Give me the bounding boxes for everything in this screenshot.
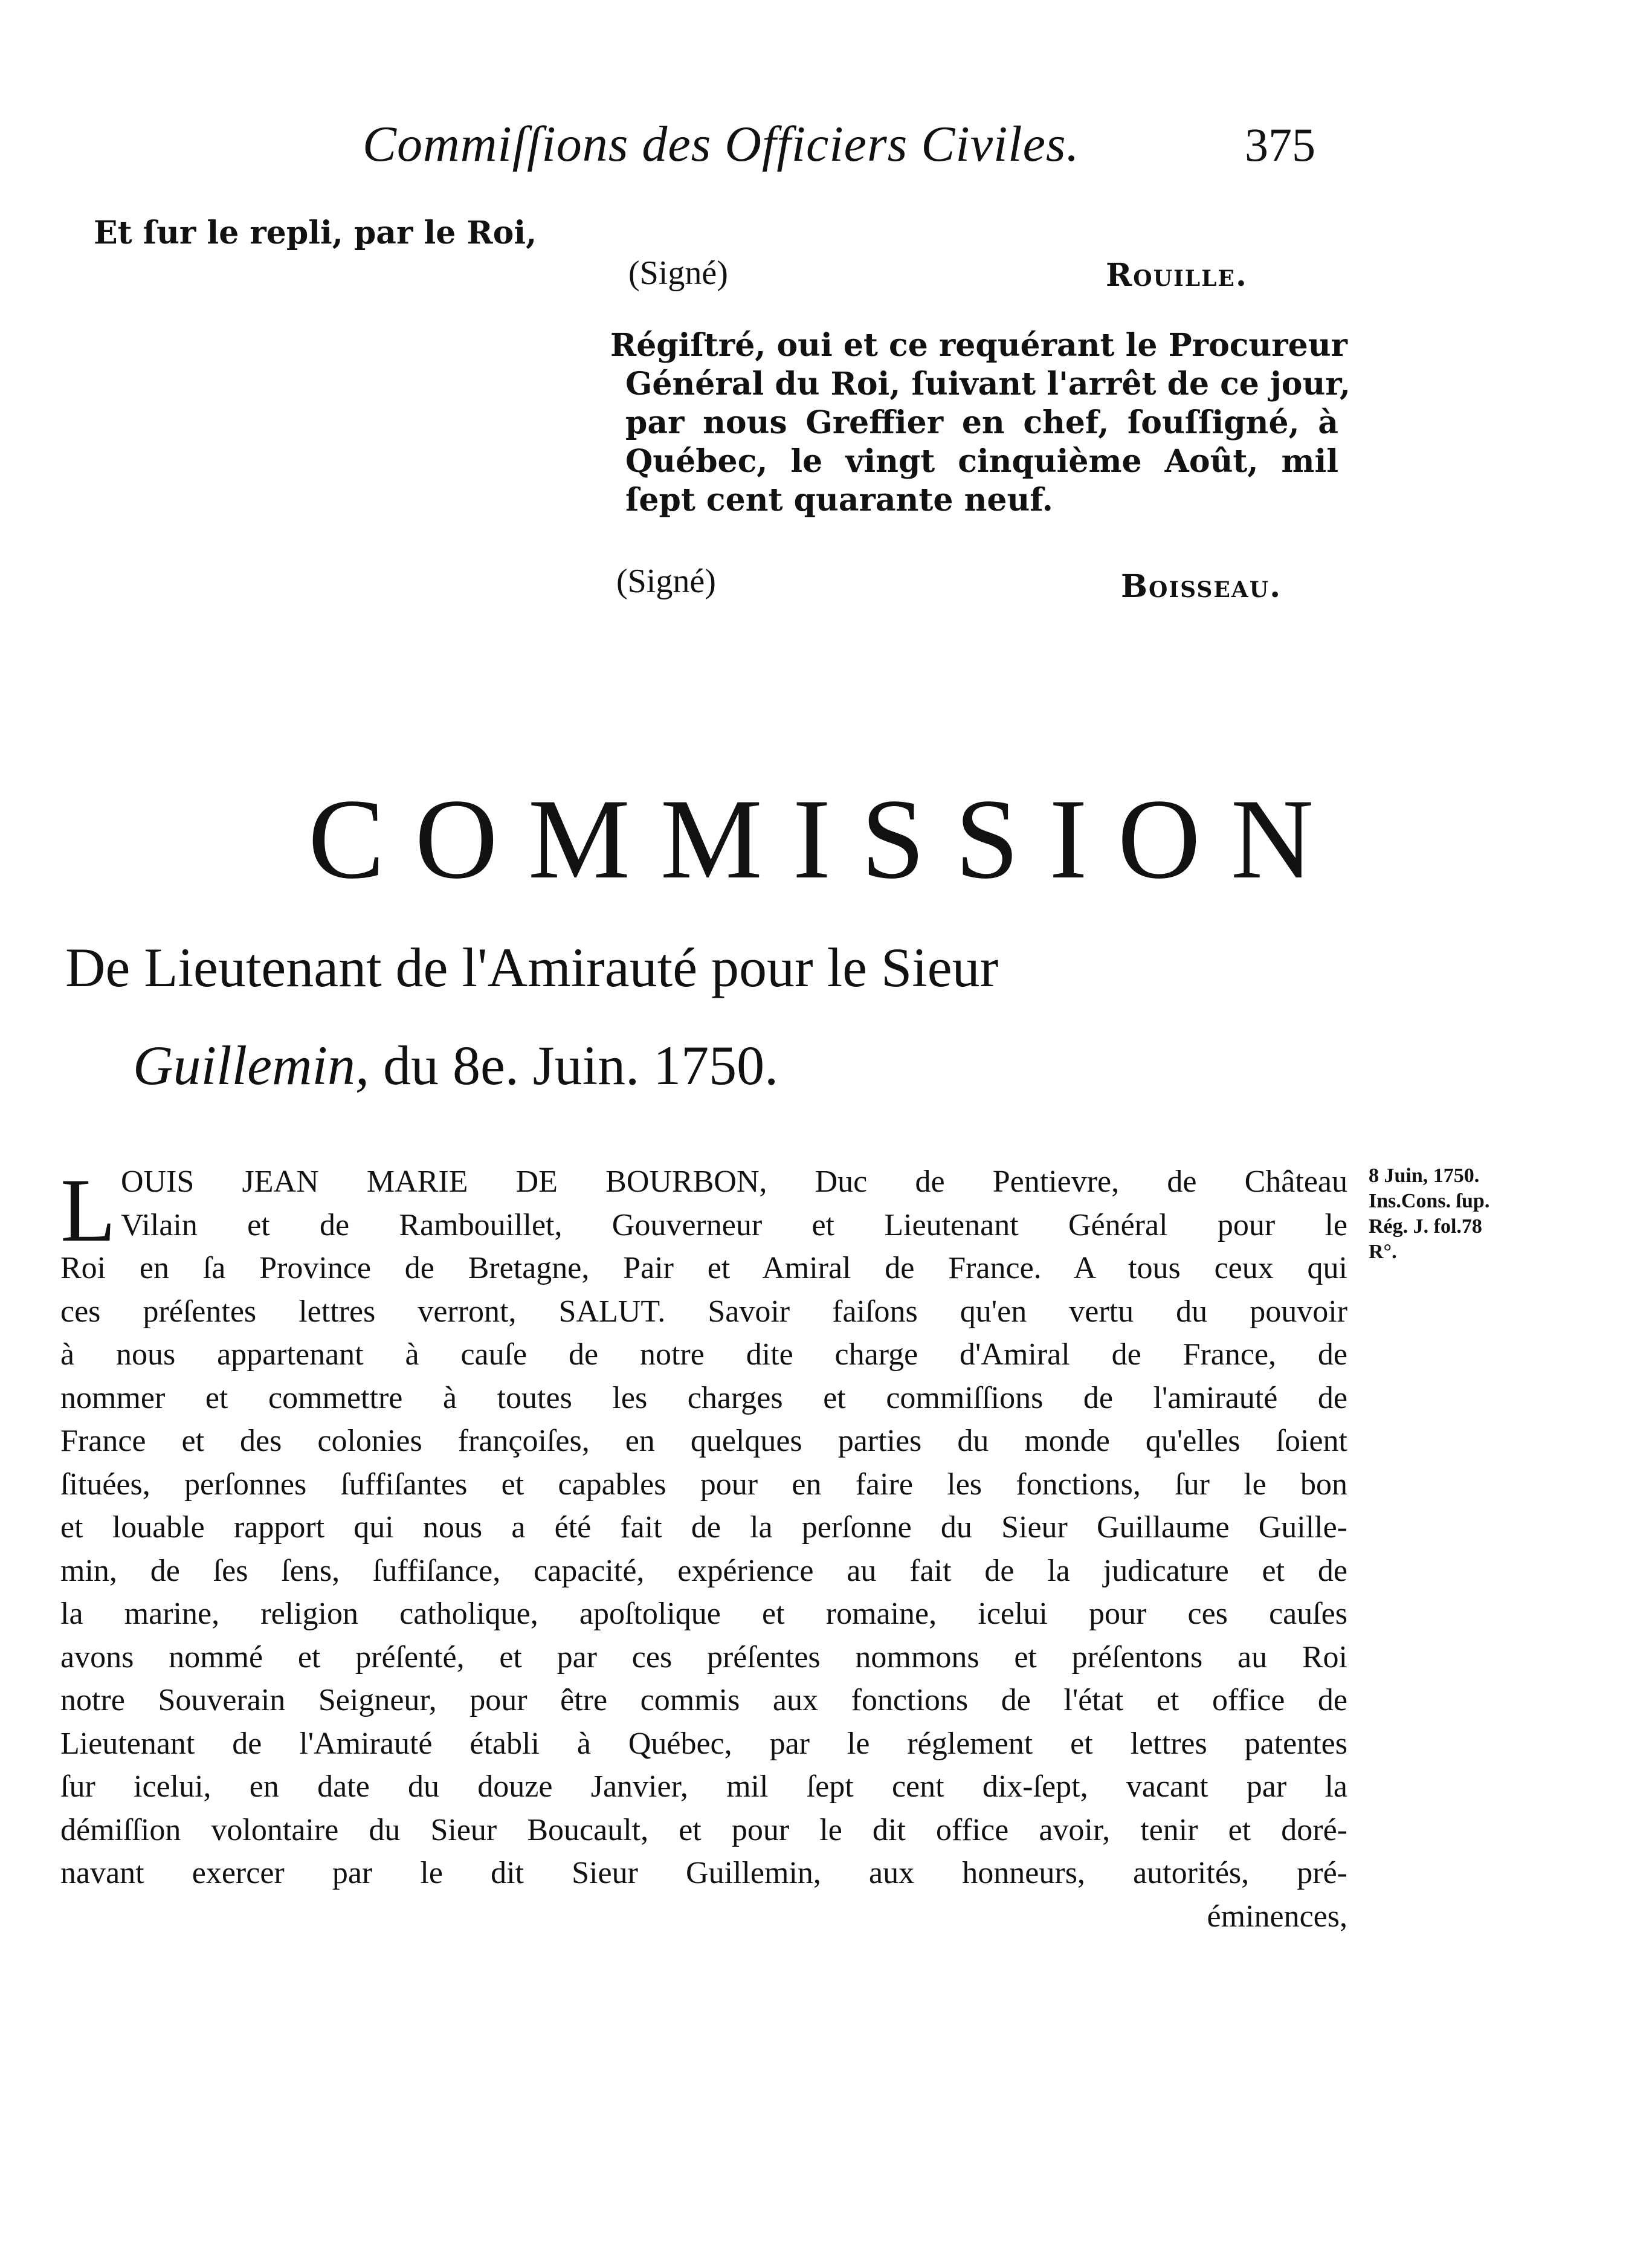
commission-title: COMMISSION: [308, 776, 1344, 903]
registration-line: par nous Greffier en chef, ſouſſigné, à: [625, 404, 1338, 441]
drop-cap: L: [60, 1160, 116, 1261]
body-line: nommer et commettre à toutes les charges et commiſſions de l'amirauté de: [60, 1380, 1347, 1415]
body-line: OUIS JEAN MARIE DE BOURBON, Duc de Pentievre, de Château: [121, 1164, 1347, 1199]
registration-line: Général du Roi, ſuivant l'arrêt de ce jour,: [625, 366, 1351, 402]
signe-label-1: (Signé): [628, 254, 728, 292]
commission-subtitle-date: du 8e. Juin. 1750.: [369, 1035, 779, 1096]
body-line: ſituées, perſonnes ſuffiſantes et capables pour en faire les fonctions, ſur le bon: [60, 1467, 1347, 1502]
body-line: à nous appartenant à cauſe de notre dite charge d'Amiral de France, de: [60, 1337, 1347, 1372]
body-text: [60, 1160, 1347, 1938]
margin-note-line: Rég. J. fol.78: [1369, 1215, 1482, 1238]
commission-subtitle-line1: De Lieutenant de l'Amirauté pour le Sieur: [65, 937, 999, 998]
body-line: démiſſion volontaire du Sieur Boucault, et pour le dit office avoir, tenir et doré-: [60, 1812, 1347, 1847]
repli-line: Et ſur le repli, par le Roi,: [94, 215, 537, 251]
body-line: min, de ſes ſens, ſuffiſance, capacité, expérience au fait de la judicature et de: [60, 1553, 1347, 1588]
margin-note: [1369, 1163, 1489, 1265]
body-line: notre Souverain Seigneur, pour être commis aux fonctions de l'état et office de: [60, 1683, 1347, 1717]
running-title: Commiſſions des Officiers Civiles.: [363, 116, 1080, 172]
body-line: avons nommé et préſenté, et par ces préſentes nommons et préſentons au Roi: [60, 1639, 1347, 1675]
body-line: France et des colonies françoiſes, en quelques parties du monde qu'elles ſoient: [60, 1424, 1347, 1458]
body-line: éminences,: [1207, 1899, 1347, 1934]
signer-2: Boisseau.: [1121, 568, 1282, 605]
body-line: la marine, religion catholique, apoſtolique et romaine, icelui pour ces cauſes: [60, 1597, 1347, 1631]
registration-block: [610, 326, 1351, 520]
signe-label-2: (Signé): [616, 563, 716, 600]
margin-note-line: 8 Juin, 1750.: [1369, 1164, 1480, 1187]
commission-subtitle-name: Guillemin,: [133, 1035, 369, 1096]
body-line: Lieutenant de l'Amirauté établi à Québec, par le réglement et lettres patentes: [60, 1726, 1347, 1761]
commission-subtitle-line2: [133, 1033, 778, 1097]
registration-line: Québec, le vingt cinquième Août, mil: [625, 443, 1338, 480]
margin-note-line: Ins.Cons. ſup.: [1369, 1190, 1490, 1212]
body-line: Roi en ſa Province de Bretagne, Pair et Amiral de France. A tous ceux qui: [60, 1251, 1347, 1285]
page-number: 375: [1245, 118, 1315, 171]
body-line: ces préſentes lettres verront, SALUT. Savoir faiſons qu'en vertu du pouvoir: [60, 1294, 1347, 1329]
registration-line: ſept cent quarante neuf.: [625, 482, 1053, 518]
body-line: navant exercer par le dit Sieur Guillemin, aux honneurs, autorités, pré-: [60, 1856, 1347, 1890]
signer-1: Rouille.: [1106, 257, 1248, 294]
body-line: Vilain et de Rambouillet, Gouverneur et Lieutenant Général pour le: [121, 1207, 1347, 1242]
body-line: ſur icelui, en date du douze Janvier, mil ſept cent dix-ſept, vacant par la: [60, 1769, 1347, 1804]
margin-note-line: R°.: [1369, 1241, 1397, 1263]
registration-line: Régiſtré, oui et ce requérant le Procureur: [610, 327, 1347, 364]
body-line: et louable rapport qui nous a été fait de la perſonne du Sieur Guillaume Guille-: [60, 1510, 1347, 1545]
